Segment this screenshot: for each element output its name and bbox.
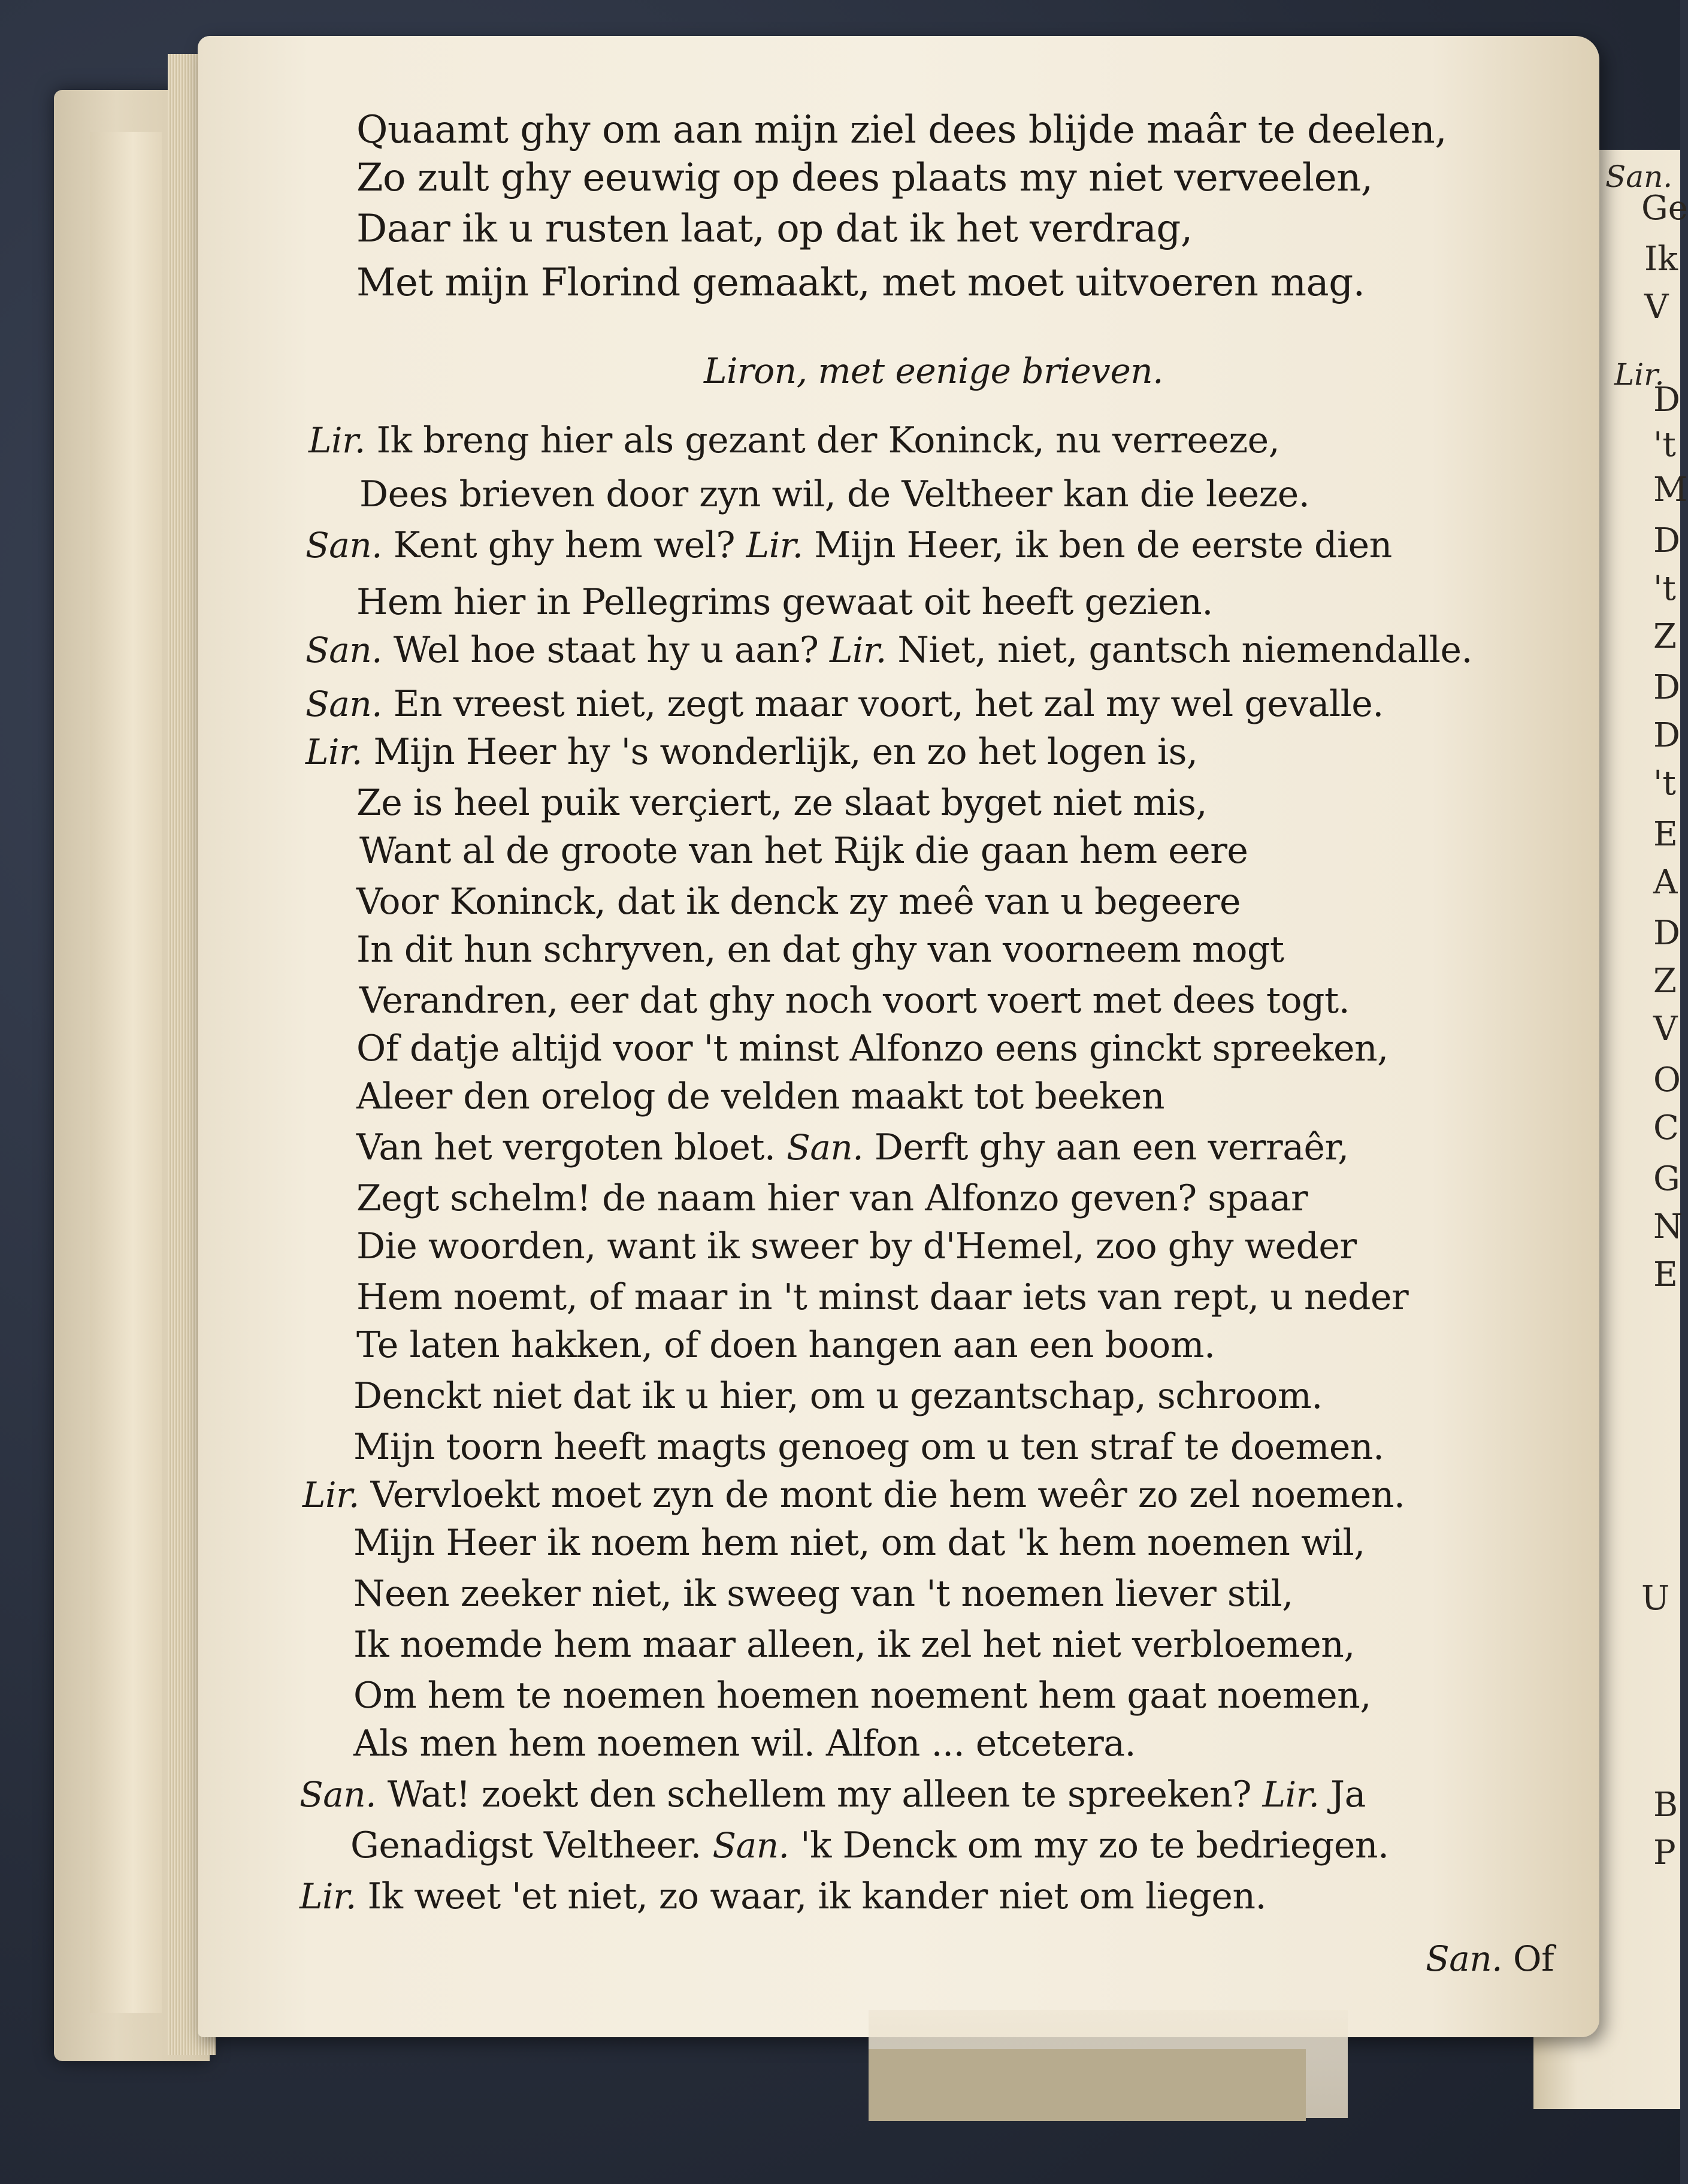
- verse-text: Om hem te noemen hoemen noement hem gaat noemen,: [353, 1675, 1371, 1717]
- dialogue-line: [353, 1426, 1384, 1468]
- verse-text: Voor Koninck, dat ik denck zy meê van u begeere: [356, 881, 1241, 923]
- verse-line: Quaamt ghy om aan mijn ziel dees blijde maâr te deelen,: [356, 108, 1447, 152]
- recto-fragment: V: [1644, 288, 1669, 327]
- recto-fragment: D: [1653, 716, 1680, 755]
- recto-fragment: N: [1653, 1207, 1683, 1246]
- speaker-label: San.: [305, 630, 383, 670]
- verse-text: Mijn Heer hy 's wonderlijk, en zo het logen is,: [373, 731, 1198, 773]
- verse-text: Te laten hakken, of doen hangen aan een boom.: [356, 1324, 1215, 1366]
- verse-text: Die woorden, want ik sweer by d'Hemel, zoo ghy weder: [356, 1225, 1357, 1267]
- cover-inner-board: [90, 132, 162, 2013]
- verse-text: Mijn Heer, ik ben de eerste dien: [814, 524, 1392, 566]
- dialogue-line: [356, 1076, 1165, 1117]
- speaker-label: Lir.: [302, 1475, 359, 1515]
- verse-line: Met mijn Florind gemaakt, met moet uitvoeren mag.: [356, 261, 1365, 305]
- paper-strip-shadow: [869, 2049, 1306, 2121]
- dialogue-line: [356, 1225, 1357, 1267]
- speaker-label: San.: [305, 525, 383, 566]
- dialogue-line: [300, 1875, 1267, 1917]
- dialogue-line: [356, 782, 1208, 824]
- verse-text: Mijn Heer ik noem hem niet, om dat 'k hem noemen wil,: [353, 1522, 1365, 1564]
- catchword-speaker: San.: [1426, 1938, 1503, 1979]
- verse-text: Ik noemde hem maar alleen, ik zel het niet verbloemen,: [353, 1624, 1355, 1666]
- dialogue-line: [305, 629, 1473, 671]
- dialogue-line: [300, 1774, 1366, 1816]
- speaker-label: Lir.: [1262, 1774, 1320, 1815]
- dialogue-line: [356, 929, 1284, 971]
- verse-text: Wat! zoekt den schellem my alleen te spreeken?: [387, 1774, 1252, 1816]
- dialogue-line: [356, 1177, 1308, 1219]
- verse-text: Van het vergoten bloet.: [356, 1126, 776, 1168]
- recto-fragment: D: [1653, 380, 1680, 419]
- recto-fragment: Ik: [1644, 240, 1678, 279]
- recto-fragment: Z: [1653, 617, 1677, 656]
- speaker-label: Lir.: [308, 420, 365, 461]
- recto-fragment: E: [1653, 1255, 1678, 1294]
- dialogue-line: [305, 524, 1392, 566]
- verse-line: Daar ik u rusten laat, op dat ik het verdrag,: [356, 207, 1193, 251]
- recto-fragment: E: [1653, 815, 1678, 854]
- speaker-label: Lir.: [305, 732, 362, 772]
- verse-text: Denckt niet dat ik u hier, om u gezantschap, schroom.: [353, 1375, 1323, 1417]
- verse-text: Dees brieven door zyn wil, de Veltheer kan die leeze.: [359, 473, 1310, 515]
- catchword-text: Of: [1513, 1938, 1554, 1979]
- recto-fragment: 't: [1653, 425, 1676, 464]
- recto-fragment: U: [1641, 1579, 1670, 1618]
- recto-fragment: D: [1653, 521, 1680, 560]
- speaker-label: Lir.: [746, 525, 803, 566]
- dialogue-line: [353, 1522, 1365, 1564]
- recto-fragment: B: [1653, 1786, 1678, 1824]
- verse-text: Ze is heel puik verçiert, ze slaat byget niet mis,: [356, 782, 1208, 824]
- dialogue-line: [359, 980, 1350, 1022]
- dialogue-line: [356, 1276, 1409, 1318]
- verse-text: Aleer den orelog de velden maakt tot beeken: [356, 1076, 1165, 1117]
- stage-direction: Liron, met eenige brieven.: [704, 351, 1164, 391]
- dialogue-line: [356, 881, 1241, 923]
- recto-fragment: V: [1653, 1010, 1678, 1049]
- recto-fragment: 't: [1653, 764, 1676, 803]
- recto-fragment: Lir.: [1614, 357, 1665, 392]
- recto-fragment: San.: [1605, 159, 1673, 194]
- verse-text: Ik weet 'et niet, zo waar, ik kander niet om liegen.: [367, 1875, 1267, 1917]
- dialogue-line: [350, 1824, 1389, 1866]
- verse-text: Verandren, eer dat ghy noch voort voert met dees togt.: [359, 980, 1350, 1022]
- speaker-label: San.: [786, 1127, 864, 1168]
- verse-text: Als men hem noemen wil. Alfon ... etcetera.: [353, 1723, 1136, 1765]
- dialogue-line: [356, 1324, 1215, 1366]
- verse-text: Wel hoe staat hy u aan?: [393, 629, 819, 671]
- recto-fragment: P: [1653, 1833, 1676, 1872]
- recto-fragment: 't: [1653, 569, 1676, 608]
- dialogue-line: [353, 1573, 1293, 1615]
- speaker-label: Lir.: [829, 630, 887, 670]
- speaker-label: San.: [712, 1825, 789, 1866]
- speaker-label: San.: [305, 684, 383, 724]
- verse-text: 'k Denck om my zo te bedriegen.: [800, 1824, 1389, 1866]
- dialogue-line: [353, 1723, 1136, 1765]
- recto-fragment: Ge: [1641, 189, 1688, 228]
- verse-text: En vreest niet, zegt maar voort, het zal my wel gevalle.: [393, 683, 1384, 725]
- recto-fragment: D: [1653, 914, 1680, 953]
- verse-text: Hem hier in Pellegrims gewaat oit heeft gezien.: [356, 581, 1213, 623]
- dialogue-line: [356, 1126, 1349, 1168]
- catchword: [1426, 1938, 1554, 1979]
- dialogue-line: [305, 731, 1198, 773]
- verse-text: Derft ghy aan een verraêr,: [874, 1126, 1349, 1168]
- verse-text: Genadigst Veltheer.: [350, 1824, 701, 1866]
- dialogue-line: [302, 1474, 1405, 1516]
- verse-text: Vervloekt moet zyn de mont die hem weêr zo zel noemen.: [370, 1474, 1405, 1516]
- verse-text: Ja: [1330, 1774, 1366, 1816]
- verse-line: Zo zult ghy eeuwig op dees plaats my niet verveelen,: [356, 156, 1373, 200]
- recto-fragment: O: [1653, 1061, 1681, 1099]
- speaker-label: San.: [300, 1774, 377, 1815]
- recto-fragment: Z: [1653, 962, 1677, 1001]
- recto-fragment: C: [1653, 1108, 1679, 1147]
- verse-text: Kent ghy hem wel?: [393, 524, 736, 566]
- dialogue-line: [353, 1675, 1371, 1717]
- dialogue-line: [356, 581, 1213, 623]
- verse-text: Of datje altijd voor 't minst Alfonzo eens ginckt spreeken,: [356, 1028, 1388, 1070]
- verse-text: Hem noemt, of maar in 't minst daar iets van rept, u neder: [356, 1276, 1409, 1318]
- verse-text: In dit hun schryven, en dat ghy van voorneem mogt: [356, 929, 1284, 971]
- dialogue-line: [305, 683, 1384, 725]
- verse-text: Want al de groote van het Rijk die gaan hem eere: [359, 830, 1248, 872]
- verse-text: Mijn toorn heeft magts genoeg om u ten straf te doemen.: [353, 1426, 1384, 1468]
- verse-text: Niet, niet, gantsch niemendalle.: [897, 629, 1473, 671]
- verse-text: Ik breng hier als gezant der Koninck, nu verreeze,: [376, 419, 1280, 461]
- dialogue-line: [356, 1028, 1388, 1070]
- recto-fragment: G: [1653, 1159, 1680, 1198]
- verse-text: Zegt schelm! de naam hier van Alfonzo geven? spaar: [356, 1177, 1308, 1219]
- dialogue-line: [353, 1375, 1323, 1417]
- speaker-label: Lir.: [300, 1876, 356, 1917]
- dialogue-line: [359, 830, 1248, 872]
- recto-fragment: A: [1653, 863, 1678, 902]
- recto-fragment: M: [1653, 470, 1688, 509]
- dialogue-line: [359, 473, 1310, 515]
- recto-fragment: D: [1653, 668, 1680, 707]
- dialogue-line: [308, 419, 1280, 461]
- dialogue-line: [353, 1624, 1355, 1666]
- verse-text: Neen zeeker niet, ik sweeg van 't noemen liever stil,: [353, 1573, 1293, 1615]
